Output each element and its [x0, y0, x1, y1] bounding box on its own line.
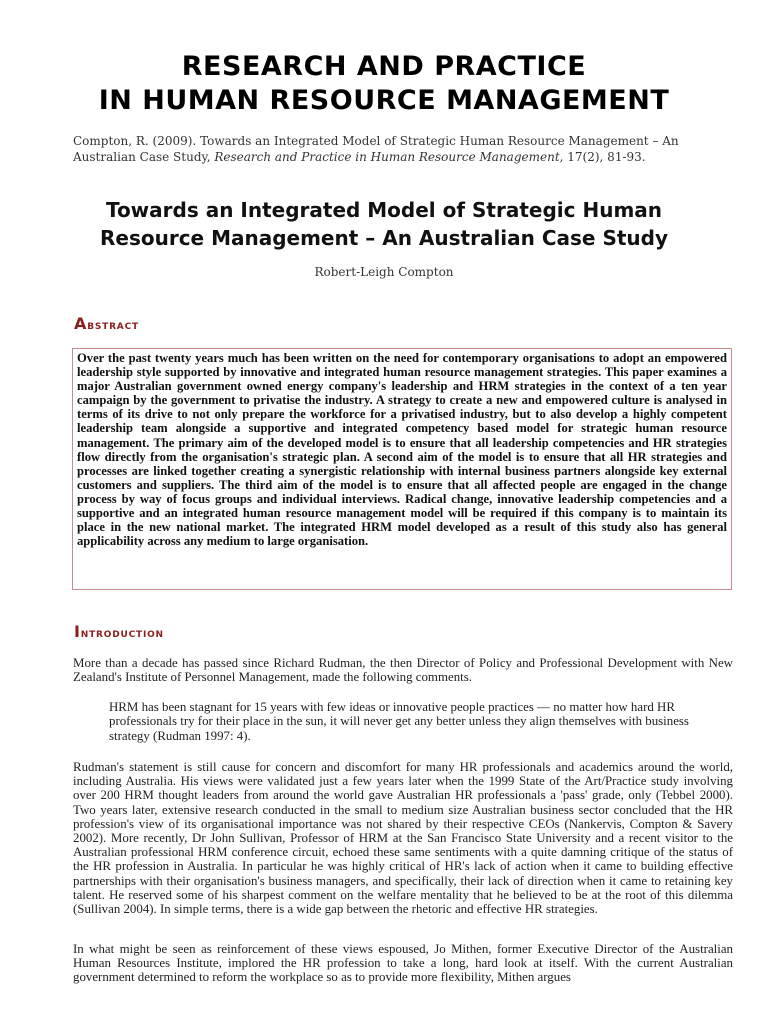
intro-paragraph-1: More than a decade has passed since Richard Rudman, the then Director of Policy and Professional Development with New Zealand's Institute of Personnel Management, made the following comments.	[73, 656, 733, 685]
rudman-quote: HRM has been stagnant for 15 years with few ideas or innovative people practices — no matter how hard HR professionals try for their place in the sun, it will never get any better unless they align themselves with business strategy (Rudman 1997: 4).	[109, 700, 689, 743]
introduction-heading-rest: ntroduction	[80, 626, 164, 641]
author-name: Robert-Leigh Compton	[314, 265, 454, 279]
intro-paragraph-3: In what might be seen as reinforcement of these views espoused, Jo Mithen, former Executive Director of the Australian Human Resources Institute, implored the HR profession to take a long, hard look at itself. With the current Australian government determined to reform the workplace so as to provide more flexibility, Mithen argues	[73, 942, 733, 985]
abstract-heading-cap: A	[74, 314, 88, 333]
citation-journal: Research and Practice in Human Resource Management	[214, 149, 560, 164]
abstract-box	[72, 348, 732, 590]
intro-paragraph-2: Rudman's statement is still cause for concern and discomfort for many HR professionals and academics around the world, including Australia. His views were validated just a few years later when the 1999 State of the Art/Practice study involving over 200 HRM thought leaders from around the world gave Australian HR professionals a 'pass' grade, only (Tebbel 2000). Two years later, extensive research conducted in the small to medium size Australian business sector concluded that the HR profession's view of its organisational importance was not shared by their respective CEOs (Nankervis, Compton & Savery 2002). More recently, Dr John Sullivan, Professor of HRM at the San Francisco State University and a recent visitor to the Australian professional HRM conference circuit, echoed these same sentiments with a quite damning critique of the status of the HR profession in Australia. In particular he was highly critical of HR's lack of action when it came to building effective partnerships with their organisation's business managers, and specifically, their lack of direction when it came to retaining key talent. He reserved some of his sharpest comment on the welfare mentality that he believed to be at the root of this dilemma (Sullivan 2004). In simple terms, there is a wide gap between the rhetoric and effective HR strategies.	[73, 760, 733, 917]
article-title	[0, 196, 768, 252]
journal-name	[0, 50, 768, 118]
introduction-heading-cap: I	[74, 622, 81, 641]
citation	[73, 134, 733, 165]
journal-name-line2: IN HUMAN RESOURCE MANAGEMENT	[98, 85, 670, 116]
abstract-heading	[74, 314, 139, 333]
citation-suffix: , 17(2), 81-93.	[559, 149, 646, 164]
introduction-heading	[74, 622, 164, 641]
article-title-line2: Resource Management – An Australian Case Study	[99, 226, 669, 250]
journal-name-line1: RESEARCH AND PRACTICE	[181, 51, 587, 82]
citation-prefix: Compton, R. (2009). Towards an Integrated Model of Strategic Human Resource Management – An Australian Case Study,	[73, 134, 679, 164]
abstract-heading-rest: bstract	[87, 318, 139, 333]
article-title-line1: Towards an Integrated Model of Strategic Human	[105, 198, 663, 222]
abstract-text: Over the past twenty years much has been written on the need for contemporary organisations to adopt an empowered leadership style supported by innovative and integrated human resource management strategies. This paper examines a major Australian government owned energy company's leadership and HRM strategies in the context of a ten year campaign by the government to privatise the industry. A strategy to create a new and empowered culture is analysed in terms of its drive to not only prepare the workforce for a privatised industry, but to also develop a highly competent leadership team alongside a supportive and integrated competency based model for strategic human resource management. The primary aim of the developed model is to ensure that all leadership competencies and HR strategies flow directly from the organisation's strategic plan. A second aim of the model is to ensure that all HR strategies and processes are linked together creating a synergistic relationship with internal business partners alongside key external customers and suppliers. The third aim of the model is to ensure that all affected people are engaged in the change process by way of focus groups and individual interviews. Radical change, innovative leadership competencies and a supportive and an integrated human resource management model will be required if this company is to maintain its place in the new national market. The integrated HRM model developed as a result of this study also has general applicability across any medium to large organisation.	[77, 351, 727, 549]
